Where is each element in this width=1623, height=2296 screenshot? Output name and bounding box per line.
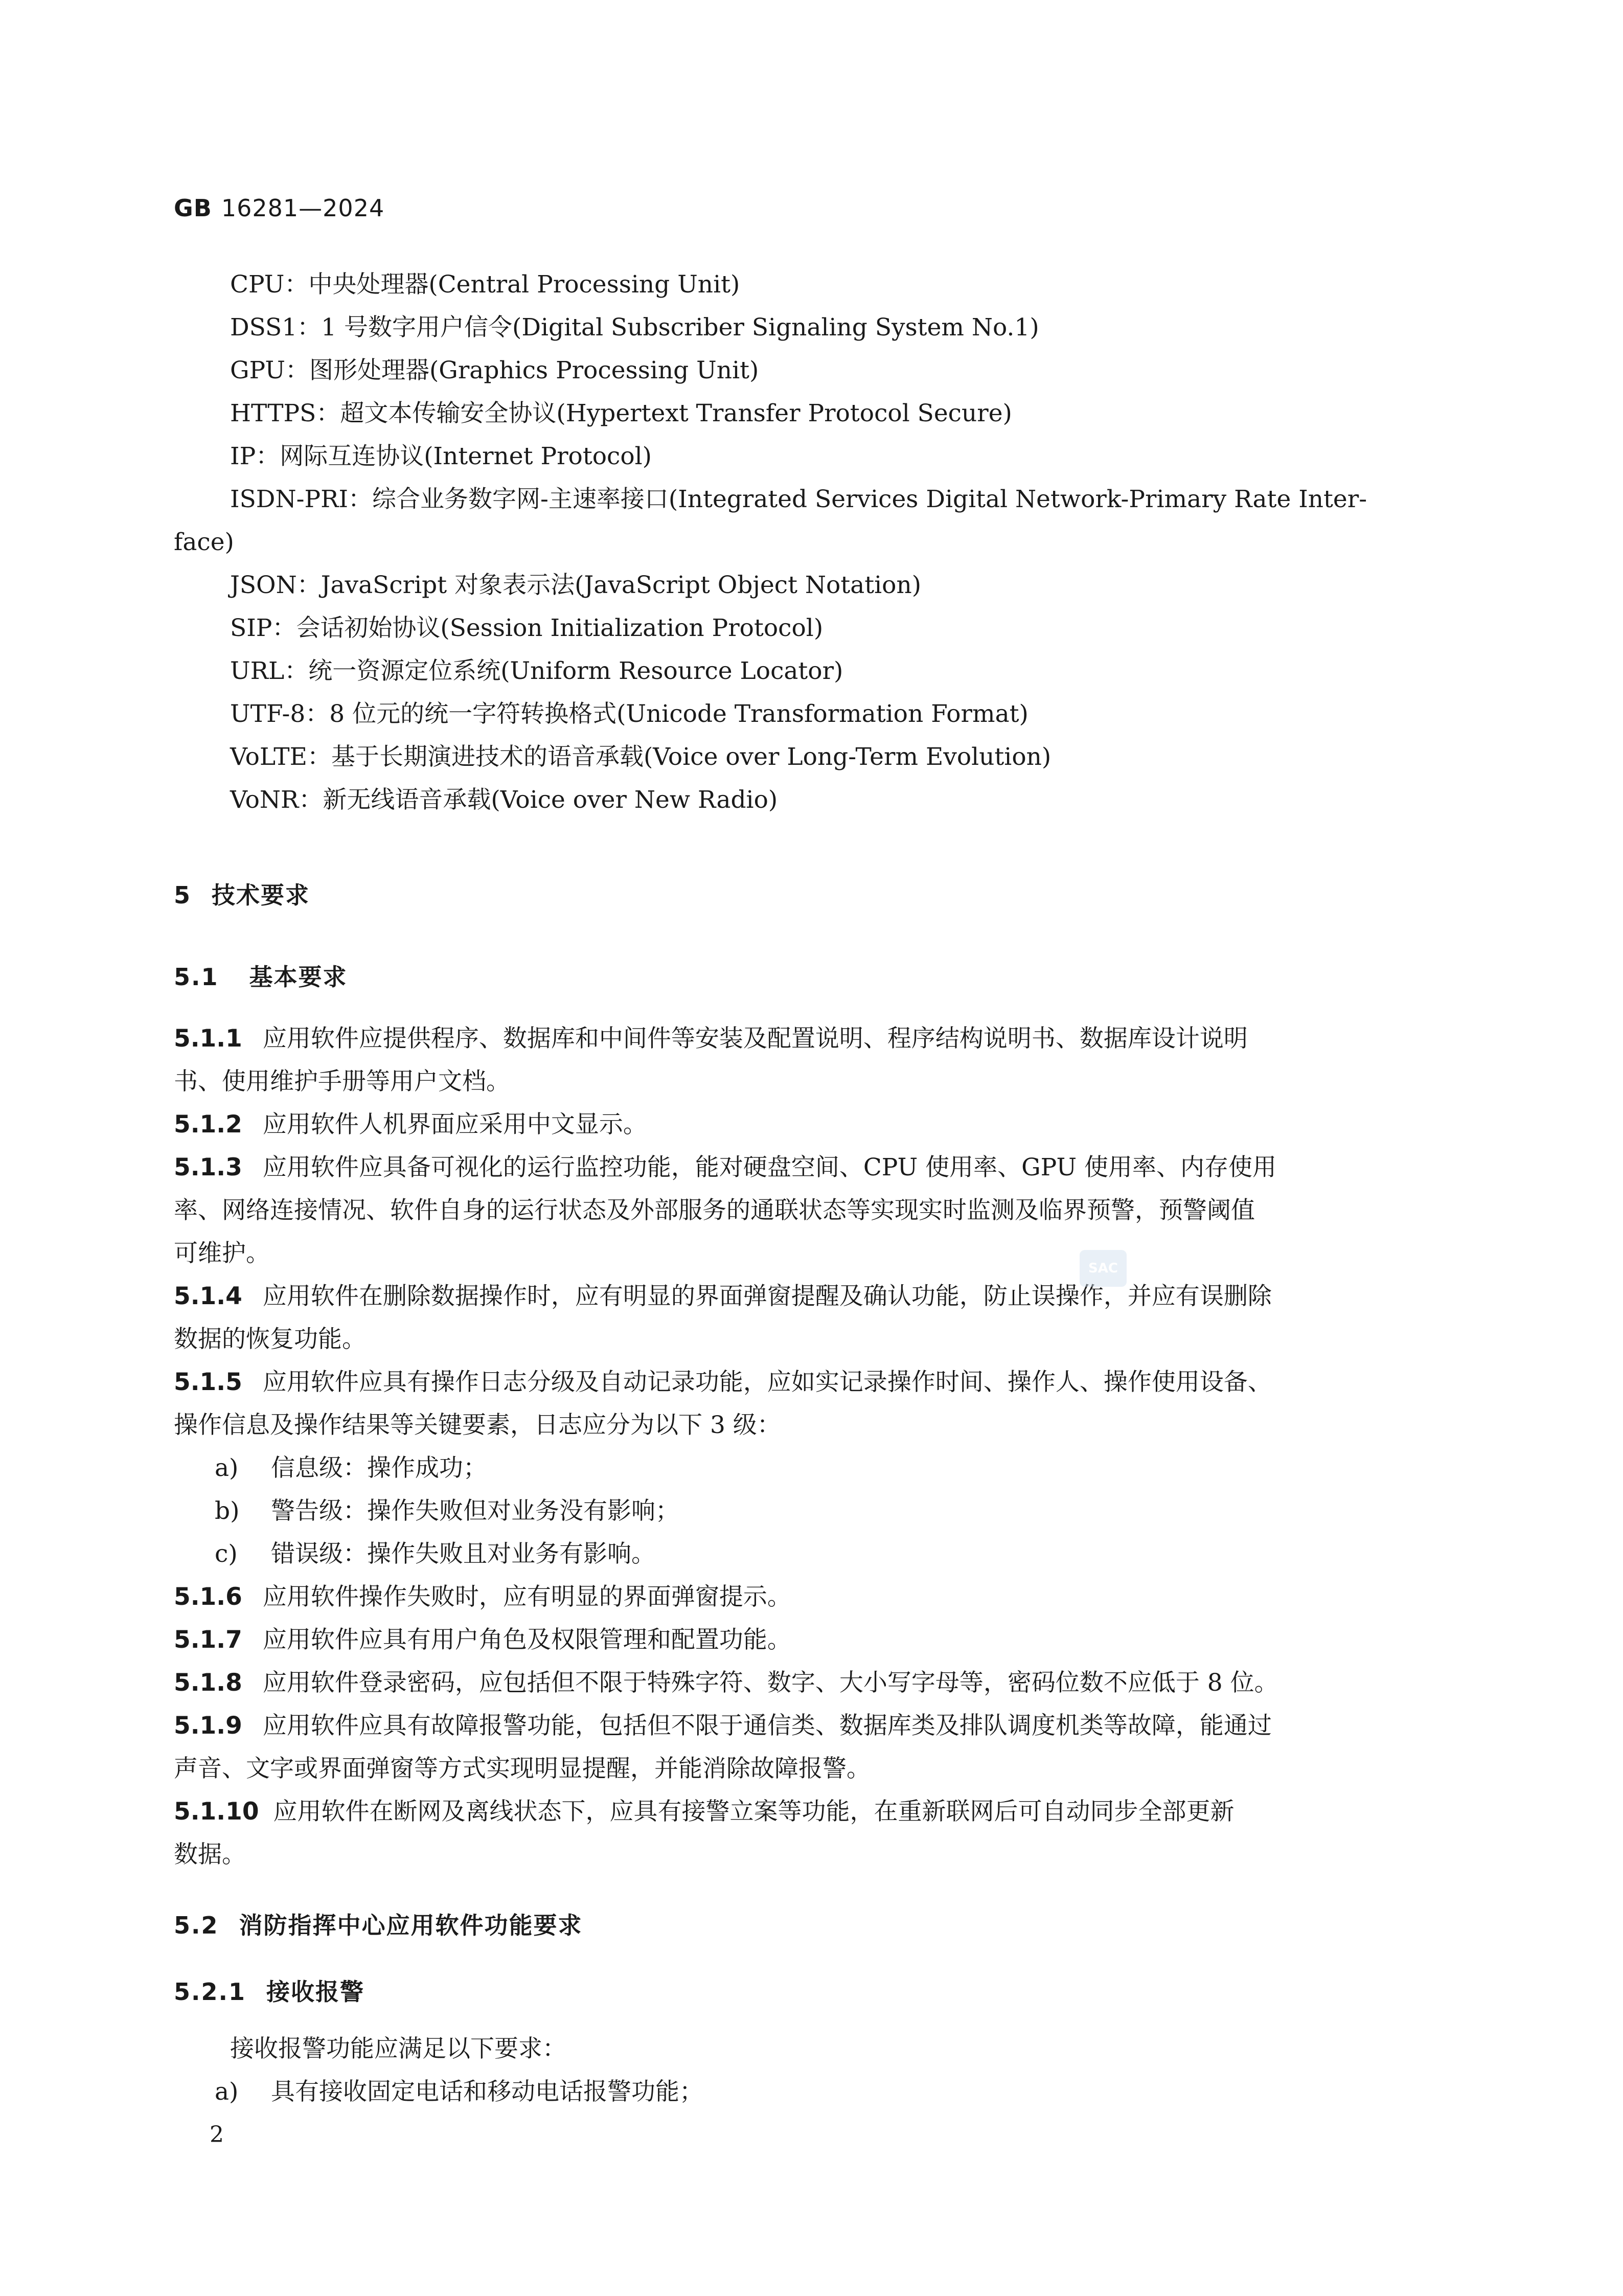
section-heading-5-1: 5.1 基本要求 — [174, 963, 348, 991]
list-item: b) 警告级：操作失败但对业务没有影响； — [215, 1497, 679, 1525]
clause-5-1-7: 5.1.7 应用软件应具有用户角色及权限管理和配置功能。 — [174, 1626, 791, 1654]
abbreviation-item: IP：网际互连协议(Internet Protocol) — [230, 442, 652, 470]
standard-number — [174, 194, 384, 222]
abbreviation-item: CPU：中央处理器(Central Processing Unit) — [230, 270, 740, 299]
abbreviation-item-continuation: face) — [174, 528, 234, 556]
section-heading-5-2-1: 5.2.1 接收报警 — [174, 1978, 364, 2006]
clause-5-1-10: 5.1.10 应用软件在断网及离线状态下，应具有接警立案等功能，在重新联网后可自动同步全部更新 数据。 — [174, 1798, 1235, 1869]
section-heading-5: 5 技术要求 — [174, 881, 310, 909]
abbreviation-item: VoNR：新无线语音承载(Voice over New Radio) — [230, 786, 778, 814]
watermark-logo: SAC — [1080, 1250, 1127, 1287]
list-item: a) 信息级：操作成功； — [215, 1454, 487, 1482]
list-item: a) 具有接收固定电话和移动电话报警功能； — [215, 2078, 703, 2106]
clause-5-1-6: 5.1.6 应用软件操作失败时，应有明显的界面弹窗提示。 — [174, 1583, 791, 1611]
clause-5-1-4: 5.1.4 应用软件在删除数据操作时，应有明显的界面弹窗提醒及确认功能，防止误操作，并应有误删除 数据的恢复功能。 — [174, 1282, 1272, 1353]
abbreviation-item: HTTPS：超文本传输安全协议(Hypertext Transfer Protocol Secure) — [230, 399, 1012, 427]
clause-5-1-3: 5.1.3 应用软件应具备可视化的运行监控功能，能对硬盘空间、CPU 使用率、GPU 使用率、内存使用 率、网络连接情况、软件自身的运行状态及外部服务的通联状态等实现实时监测及临界预警，预警阈值 可维护。 — [174, 1153, 1277, 1267]
abbreviation-item: URL：统一资源定位系统(Uniform Resource Locator) — [230, 657, 843, 685]
clause-5-1-8: 5.1.8 应用软件登录密码，应包括但不限于特殊字符、数字、大小写字母等，密码位数不应低于 8 位。 — [174, 1669, 1278, 1697]
abbreviation-list — [174, 263, 1447, 822]
abbreviation-item: GPU：图形处理器(Graphics Processing Unit) — [230, 356, 759, 384]
section-heading-5-2: 5.2 消防指挥中心应用软件功能要求 — [174, 1912, 583, 1939]
abbreviation-item: VoLTE：基于长期演进技术的语音承载(Voice over Long-Term Evolution) — [230, 743, 1051, 771]
abbreviation-item: JSON：JavaScript 对象表示法(JavaScript Object Notation) — [230, 571, 922, 599]
standard-code: 16281—2024 — [221, 194, 385, 222]
clause-5-1-2: 5.1.2 应用软件人机界面应采用中文显示。 — [174, 1110, 647, 1139]
clause-5-1-9: 5.1.9 应用软件应具有故障报警功能，包括但不限于通信类、数据库类及排队调度机类等故障，能通过 声音、文字或界面弹窗等方式实现明显提醒，并能消除故障报警。 — [174, 1712, 1272, 1783]
abbreviation-item: UTF-8：8 位元的统一字符转换格式(Unicode Transformation Format) — [230, 700, 1028, 728]
abbreviation-item: ISDN-PRI：综合业务数字网-主速率接口(Integrated Services Digital Network-Primary Rate Inter- — [230, 485, 1367, 513]
standard-prefix: GB — [174, 194, 212, 222]
abbreviation-item: DSS1：1 号数字用户信令(Digital Subscriber Signaling System No.1) — [230, 313, 1039, 342]
abbreviation-item: SIP：会话初始协议(Session Initialization Protocol) — [230, 614, 824, 642]
clause-5-1-1: 5.1.1 应用软件应提供程序、数据库和中间件等安装及配置说明、程序结构说明书、数据库设计说明 书、使用维护手册等用户文档。 — [174, 1025, 1248, 1096]
clause-5-1-5: 5.1.5 应用软件应具有操作日志分级及自动记录功能，应如实记录操作时间、操作人、操作使用设备、 操作信息及操作结果等关键要素，日志应分为以下 3 级： a) 信息级：操作成功； b) 警告级：操作失败但对业务没有影响； c) 错误级：操作失败且对业务有影响。 — [174, 1361, 1442, 1576]
page-number: 2 — [210, 2122, 224, 2148]
clause-5-2-1: 接收报警功能应满足以下要求： a) 具有接收固定电话和移动电话报警功能； — [174, 2028, 1442, 2113]
list-item: c) 错误级：操作失败且对业务有影响。 — [215, 1540, 655, 1568]
